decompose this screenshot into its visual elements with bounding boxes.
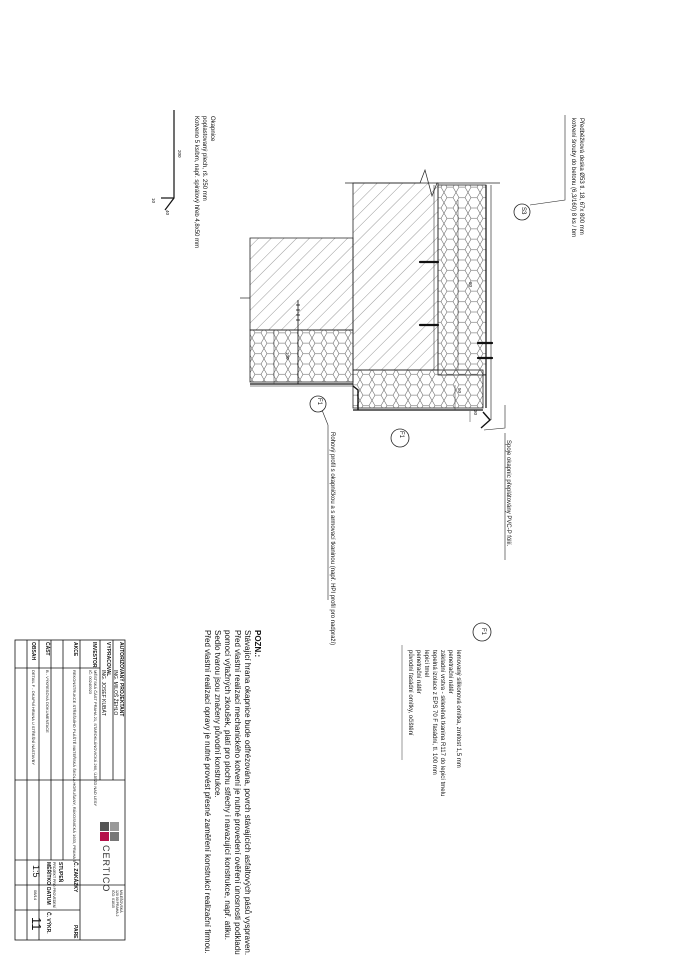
dim-50: 50: [457, 388, 462, 394]
tb-scale: 1:5: [31, 865, 41, 878]
layer-item: tepelná izolace z EPS 70 F fasádní, tl. 100 mm: [431, 650, 437, 775]
tb-stupen-label: STUPEŇ: [57, 862, 63, 883]
tb-date: 08/14: [33, 890, 38, 901]
slab-callout: [569, 118, 585, 237]
dim-30: 30: [473, 410, 478, 416]
dim-80: 80: [468, 282, 473, 288]
f1-label-right: F1: [398, 431, 404, 439]
layer-list-title: F1: [480, 628, 486, 636]
tb-investor-value: MĚSTSKÁ ČÁST PRAHA 21, STAROKLÁNOVICKÁ 260, ÚJEZD NAD LESY: [93, 670, 98, 807]
gutter-dim-40: 40: [165, 210, 170, 216]
tb-part-value: B - VÝKRESOVÁ DOKUMENTACE: [45, 670, 50, 733]
tb-action-value: REKONSTRUKCE STŘEŠNÍHO PLÁŠTĚ MATEŘSKÁ ŠKOLA HORUŠANY, RÁKOSNICKÁ 1633, PRAHA 9: [72, 670, 77, 863]
title-block: [15, 640, 125, 940]
slab-callout-line1: Předběžková deska Ø53 tl. 18, 67x 800 mm: [578, 118, 584, 235]
notes-block: [202, 630, 262, 955]
layer-list: [406, 650, 462, 796]
notes-title: POZN.:: [253, 630, 262, 658]
layer-item: původní fasádní omítky, očištění: [407, 650, 413, 736]
tb-pare-label: PARE: [72, 925, 78, 939]
dim-100: 100: [285, 352, 290, 360]
tb-investor-id: IČ: 00240923: [88, 670, 93, 695]
tb-meritko-label: MĚŘÍTKO: [45, 862, 51, 886]
gutter-profile-sketch: [161, 110, 174, 210]
s3-label: S3: [520, 207, 526, 215]
tb-company-line: 120 00 PRAHA 2: [115, 890, 119, 917]
tb-content-label: OBSAH: [30, 642, 36, 661]
tb-prepared-name: ING. JOSEF KUBÁT: [100, 670, 106, 716]
tb-authorized-name: ING. MILOŠ ŽEHLO: [112, 670, 118, 716]
tb-authorized: AUTORIZOVANÝ PROJEKTANT: [118, 642, 124, 717]
notes-line: pomocí výtažných zkoušek, platí pro plochu střechy i navazující konstrukce, např. atiku.: [223, 630, 232, 940]
tb-action-label: AKCE: [72, 642, 78, 657]
layer-item: základní vrstva - skleněná tkanina R117 do lepicí tmelu: [439, 650, 445, 797]
tb-datum-label: DATUM: [45, 887, 51, 905]
layer-item: lepicí tmel: [423, 650, 429, 678]
layer-item: lemovaný silikonová omítka, zrnitost 1,5 mm: [455, 650, 461, 768]
tb-company-line: IČO: 01815: [111, 890, 115, 908]
layer-item: penetrační nátěr: [415, 650, 421, 694]
gutter-label-line3: Kotveno 5 ks/bm, např. spirálový hřeb 4,8x50 mm: [193, 116, 199, 249]
tb-stupen-value: PROJEKT PRO PROVEDENÍ: [52, 862, 56, 909]
notes-line: Před vlastní realizací opravy je nutné provést přesné zaměření konstrukcí realizační firmou.: [203, 630, 212, 954]
tb-logo: CERTICO: [101, 845, 111, 893]
tb-company: [111, 890, 123, 916]
gutter-label-line2: poplastovaný plech, rš. 250 mm: [201, 116, 207, 201]
tb-investor-label: INVESTOR: [91, 642, 97, 668]
f1-label-left: F1: [316, 398, 322, 406]
slab-callout-line2: kotvení šrouby do betonu (6,3/160) 8 ks / bm: [570, 118, 576, 238]
tb-cv-label: Č. VÝKR.: [45, 912, 51, 934]
notes-line: Sedlo tvarou jsou značeny původní konstrukce.: [213, 630, 222, 798]
gutter-label: [192, 116, 216, 248]
tb-company-line: MILEŠOVSKÁ: [119, 890, 123, 913]
profile-callout: Rohový profil s okapničkou a s armovací tkaninou (např. HPI profil pro nadpraží): [329, 432, 335, 646]
layer-item: penetrační nátěr: [447, 650, 453, 694]
notes-line: Před vlastní realizací mechanického kotvení je nutné provedení ověření únosnosti podkladu: [233, 630, 242, 955]
gutter-dim-10: 10: [151, 198, 156, 204]
gutter-label-line1: Okapnice: [209, 116, 215, 142]
notes-line: Stávající hrana okapnice bude odfrézována, povrch stávajících asfaltových pásů vyspraven.: [243, 630, 252, 956]
flashing-callout: Spoje okapnic přeplátovány PVC-P fólií.: [505, 440, 511, 547]
gutter-dim-200: 200: [177, 150, 182, 158]
tb-prepared-label: VYPRACOVAL: [105, 642, 111, 677]
tb-part-label: ČÁST: [44, 642, 50, 656]
tb-zakazka-label: Č. ZAKÁZKY: [72, 862, 78, 893]
tb-content-value: DETAIL F - OKAPNÍ HRANA U STŘEŠNÍ NÁSTAVBY: [31, 670, 36, 765]
tb-sheet-no: 11: [29, 917, 44, 931]
